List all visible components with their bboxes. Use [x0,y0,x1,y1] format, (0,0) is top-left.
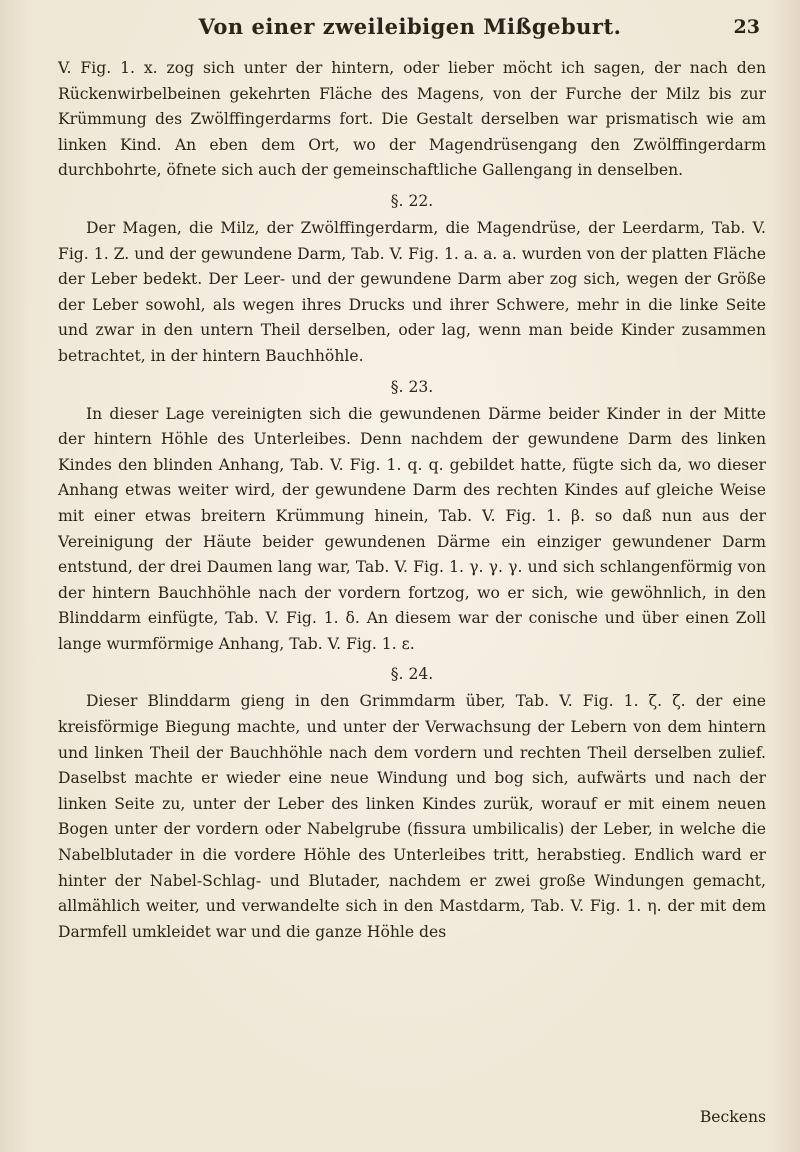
body-text [58,56,766,945]
paragraph-4: Dieser Blinddarm gieng in den Grimmdarm über, Tab. V. Fig. 1. ζ. ζ. der eine kreisförmige Biegung machte, und unter der Verwachsung der Lebern von dem hintern und linken Theil der Bauchhöhle nach dem vordern und rechten Theil derselben zulief. Daselbst machte er wieder eine neue Windung und bog sich, aufwärts und nach der linken Seite zu, unter der Leber des linken Kindes zurük, worauf er mit einem neuen Bogen unter der vordern oder Nabelgrube (fissura umbilicalis) der Leber, in welche die Nabelblutader in die vordere Höhle des Unterleibes tritt, herabstieg. Endlich ward er hinter der Nabel-Schlag- und Blutader, nachdem er zwei große Windungen gemacht, allmählich weiter, und verwandelte sich in den Mastdarm, Tab. V. Fig. 1. η. der mit dem Darmfell umkleidet war und die ganze Höhle des [58,692,766,941]
page-number: 23 [733,16,760,38]
running-title: Von einer zweileibigen Mißgeburt. [198,14,622,39]
paragraph-2: Der Magen, die Milz, der Zwölffingerdarm, die Magendrüse, der Leerdarm, Tab. V. Fig. 1. Z. und der gewundene Darm, Tab. V. Fig. 1. a. a. a. wurden von der platten Fläche der Leber bedekt. Der Leer- und der gewundene Darm aber zog sich, wegen der Größe der Leber sowohl, als wegen ihres Drucks und ihrer Schwere, mehr in die linke Seite und zwar in den untern Theil derselben, oder lag, wenn man beide Kinder zusammen betrachtet, in der hintern Bauchhöhle. [58,218,766,365]
paragraph-3: In dieser Lage vereinigten sich die gewundenen Därme beider Kinder in der Mitte der hintern Höhle des Unterleibes. Denn nachdem der gewundene Darm des linken Kindes den blinden Anhang, Tab. V. Fig. 1. q. q. gebildet hatte, fügte sich da, wo dieser Anhang etwas weiter wird, der gewundene Darm des rechten Kindes auf gleiche Weise mit einer etwas breitern Krümmung hinein, Tab. V. Fig. 1. β. so daß nun aus der Vereinigung der Häute beider gewundenen Därme ein einziger gewundener Darm entstund, der drei Daumen lang war, Tab. V. Fig. 1. γ. γ. γ. und sich schlangenförmig von der hintern Bauchhöhle nach der vordern fortzog, wo er sich, wie gewöhnlich, in den Blinddarm einfügte, Tab. V. Fig. 1. δ. An diesem war der conische und über einen Zoll lange wurmförmige Anhang, Tab. V. Fig. 1. ε. [58,404,766,653]
section-heading-22: §. 22. [390,191,434,210]
paragraph-1: V. Fig. 1. x. zog sich unter der hintern, oder lieber möcht ich sagen, der nach den Rückenwirbelbeinen gekehrten Fläche des Magens, von der Furche der Milz bis zur Krümmung des Zwölffingerdarms fort. Die Gestalt derselben war prismatisch wie am linken Kind. An eben dem Ort, wo der Magendrüsengang den Zwölffingerdarm durchbohrte, öfnete sich auch der gemeinschaftliche Gallengang in denselben. [58,59,766,180]
section-heading-23: §. 23. [390,377,434,396]
catchword: Beckens [699,1108,766,1126]
running-head [60,14,760,44]
section-heading-24: §. 24. [390,665,434,684]
